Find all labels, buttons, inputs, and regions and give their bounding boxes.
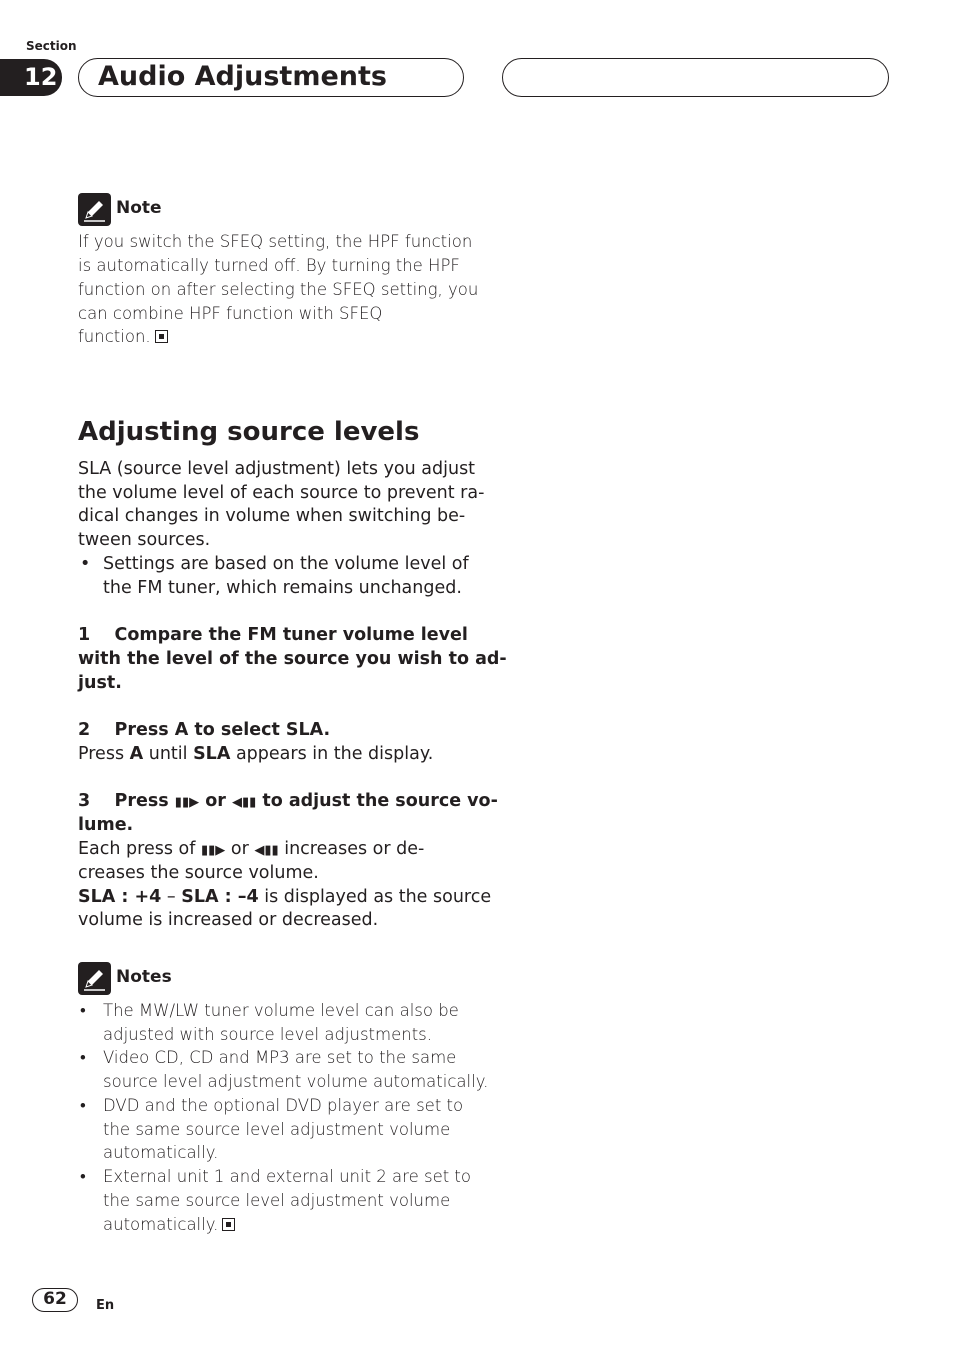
section-label: Section bbox=[26, 39, 77, 53]
text: to adjust the source vo- bbox=[256, 791, 498, 811]
sla-term: SLA bbox=[193, 744, 231, 764]
page-title: Audio Adjustments bbox=[98, 61, 387, 92]
end-mark-icon bbox=[155, 330, 168, 343]
section-heading: Adjusting source levels bbox=[78, 417, 420, 447]
note-pencil-icon bbox=[78, 193, 111, 226]
bullet-line: the FM tuner, which remains unchanged. bbox=[103, 578, 462, 598]
text: Press bbox=[78, 744, 130, 764]
step1-heading: 1 Compare the FM tuner volume level bbox=[78, 625, 468, 645]
text: until bbox=[143, 744, 194, 764]
next-icon: ▮▮▶ bbox=[200, 843, 226, 858]
text: increases or de- bbox=[278, 839, 425, 859]
section-number-badge: 12 bbox=[0, 59, 62, 96]
note-line: is automatically turned off. By turning the HPF bbox=[78, 256, 460, 275]
note-line: function on after selecting the SFEQ setting, you bbox=[78, 280, 479, 299]
bullet-line: Settings are based on the volume level of bbox=[103, 554, 469, 574]
intro-line: dical changes in volume when switching be- bbox=[78, 506, 466, 526]
notes-line-end bbox=[103, 1213, 235, 1237]
notes-line: the same source level adjustment volume bbox=[103, 1191, 451, 1210]
language-label: En bbox=[96, 1298, 115, 1313]
bullet-dot: • bbox=[80, 1167, 86, 1186]
notes-line: The MW/LW tuner volume level can also be bbox=[103, 1001, 459, 1020]
text: is displayed as the source bbox=[258, 887, 492, 907]
text: appears in the display. bbox=[230, 744, 434, 764]
text: or bbox=[199, 791, 232, 811]
step3-display-text bbox=[78, 886, 491, 910]
notes-line: adjusted with source level adjustments. bbox=[103, 1025, 433, 1044]
step3-heading bbox=[78, 790, 498, 815]
sla-minus: SLA : –4 bbox=[181, 887, 259, 907]
notes-line: the same source level adjustment volume bbox=[103, 1120, 451, 1139]
prev-icon: ◀▮▮ bbox=[254, 843, 279, 858]
text: 3 Press bbox=[78, 791, 175, 811]
text: or bbox=[225, 839, 255, 859]
note-line-end bbox=[78, 325, 168, 349]
bullet-dot: • bbox=[80, 1048, 86, 1067]
notes-label: Notes bbox=[116, 967, 172, 987]
key-a: A bbox=[129, 744, 144, 764]
intro-line: tween sources. bbox=[78, 530, 211, 550]
note-line: If you switch the SFEQ setting, the HPF function bbox=[78, 232, 473, 251]
next-icon: ▮▮▶ bbox=[174, 795, 200, 810]
step3-text bbox=[78, 838, 424, 863]
step2-text bbox=[78, 743, 433, 767]
notes-pencil-icon bbox=[78, 962, 111, 995]
note-label: Note bbox=[116, 198, 162, 218]
note-line: function. bbox=[78, 327, 151, 346]
bullet-dot: • bbox=[80, 1096, 86, 1115]
step1-heading: just. bbox=[78, 673, 122, 693]
step2-heading: 2 Press A to select SLA. bbox=[78, 720, 331, 740]
notes-line: automatically. bbox=[103, 1143, 219, 1162]
step3-heading: lume. bbox=[78, 815, 134, 835]
page-number: 62 bbox=[32, 1288, 78, 1312]
right-header-frame bbox=[502, 58, 889, 97]
prev-icon: ◀▮▮ bbox=[231, 795, 257, 810]
notes-line: source level adjustment volume automatically. bbox=[103, 1072, 489, 1091]
intro-line: SLA (source level adjustment) lets you adjust bbox=[78, 459, 476, 479]
intro-line: the volume level of each source to prevent ra- bbox=[78, 483, 485, 503]
sla-plus: SLA : +4 bbox=[78, 887, 162, 907]
end-mark-icon bbox=[222, 1218, 235, 1231]
notes-line: Video CD, CD and MP3 are set to the same bbox=[103, 1048, 457, 1067]
step3-display-text: volume is increased or decreased. bbox=[78, 910, 379, 930]
notes-line: DVD and the optional DVD player are set to bbox=[103, 1096, 464, 1115]
text: Each press of bbox=[78, 839, 201, 859]
bullet-dot: • bbox=[80, 1001, 86, 1020]
step3-text: creases the source volume. bbox=[78, 863, 319, 883]
text: – bbox=[161, 887, 182, 907]
notes-line: automatically. bbox=[103, 1215, 219, 1234]
bullet-dot: • bbox=[80, 554, 91, 574]
notes-line: External unit 1 and external unit 2 are set to bbox=[103, 1167, 471, 1186]
note-line: can combine HPF function with SFEQ bbox=[78, 304, 383, 323]
step1-heading: with the level of the source you wish to ad- bbox=[78, 649, 507, 669]
